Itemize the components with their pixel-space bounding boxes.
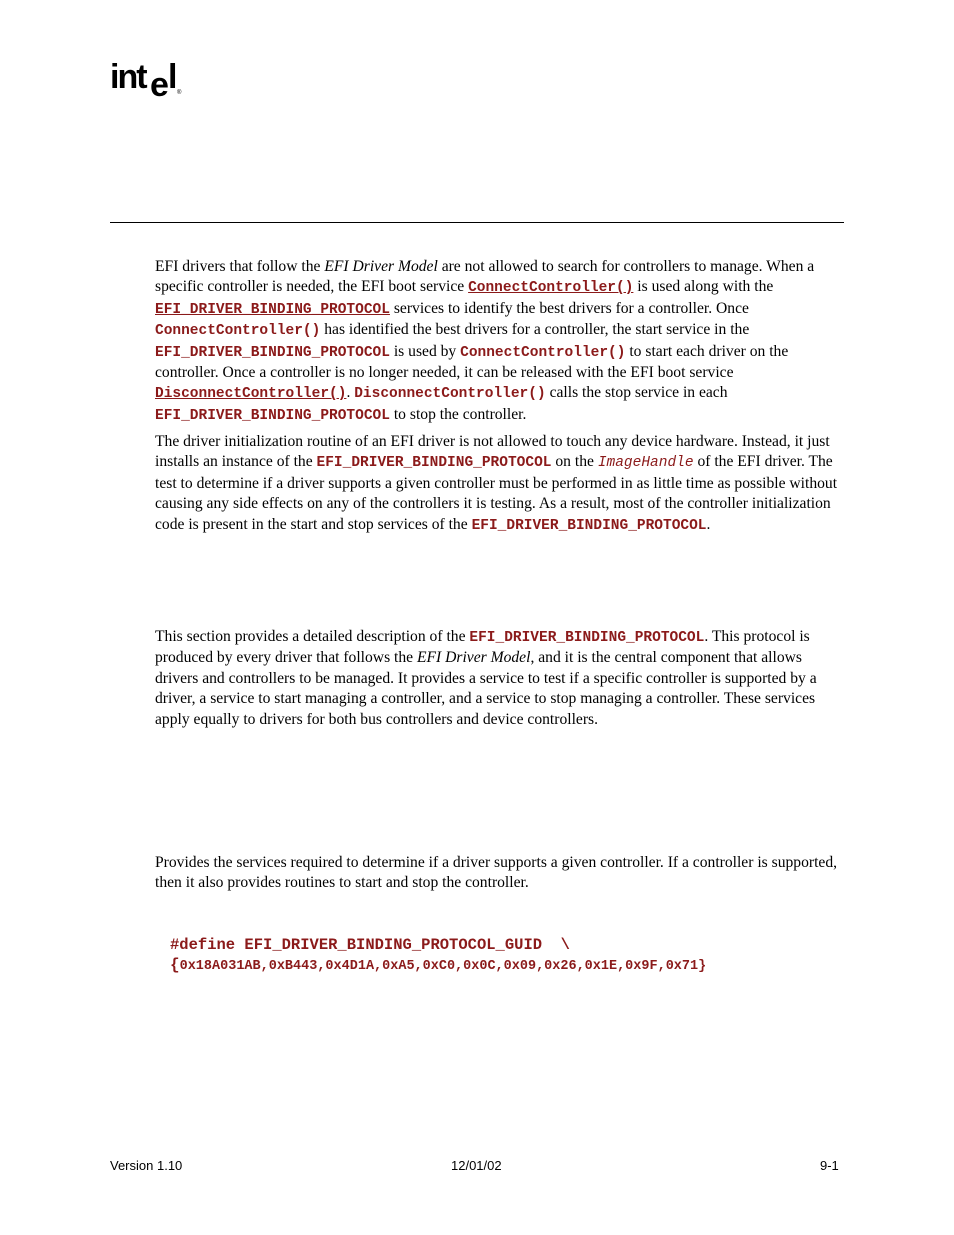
guid-define-line: #define EFI_DRIVER_BINDING_PROTOCOL_GUID \ — [170, 936, 570, 954]
footer-version: Version 1.10 — [110, 1158, 183, 1173]
protocol-description-paragraph: This section provides a detailed description of the EFI_DRIVER_BINDING_PROTOCOL. This protocol is produced by every driver that follows the EFI Driver Model, and it is the central component that allows drivers and controllers to be managed. It provides a service to test if a specific controller is supported by a driver, a service to start managing a controller, and a service to stop managing a controller. These services apply equally to drivers for both bus controllers and device controllers. — [155, 628, 817, 728]
summary-paragraph: Provides the services required to determine if a driver supports a given controller. If a controller is supported, then it also provides routines to start and stop the controller. — [155, 854, 838, 892]
footer-date: 12/01/02 — [451, 1158, 502, 1173]
intro-paragraph: EFI drivers that follow the EFI Driver Model are not allowed to search for controllers to manage. When a specific controller is needed, the EFI boot service ConnectController() is used along with the EFI_DRIVER_BINDING_PROTOCOL services to identify the best drivers for a controller. Once ConnectController() has identified the best drivers for a controller, the start service in the EFI_DRIVER_BINDING_PROTOCOL is used by ConnectController() to start each driver on the controller. Once a controller is no longer needed, it can be released with the EFI boot service DisconnectController(). DisconnectController() calls the stop service in each EFI_DRIVER_BINDING_PROTOCOL to stop the controller. — [155, 258, 815, 424]
disconnect-controller-link[interactable]: DisconnectController() — [155, 386, 347, 403]
svg-text:®: ® — [177, 90, 182, 96]
intel-logo — [110, 58, 190, 102]
init-paragraph: The driver initialization routine of an EFI driver is not allowed to touch any device hardware. Instead, it just installs an instance of the EFI_DRIVER_BINDING_PROTOCOL on the ImageHandle of the EFI driver. The test to determine if a driver supports a given controller must be performed in as little time as possible without causing any side effects on any of the controllers it is testing. As a result, most of the controller initialization code is present in the start and stop services of the EFI_DRIVER_BINDING_PROTOCOL. — [155, 433, 838, 534]
svg-text:e: e — [150, 66, 167, 102]
footer-page-number: 9-1 — [820, 1158, 839, 1173]
svg-text:int: int — [110, 58, 146, 96]
svg-text:l: l — [168, 58, 178, 96]
header-rule — [110, 222, 844, 223]
driver-binding-protocol-link[interactable]: EFI_DRIVER_BINDING_PROTOCOL — [155, 301, 390, 318]
guid-value-line: {0x18A031AB,0xB443,0x4D1A,0xA5,0xC0,0x0C,0x09,0x26,0x1E,0x9F,0x71} — [170, 956, 707, 974]
connect-controller-link[interactable]: ConnectController() — [468, 280, 634, 297]
